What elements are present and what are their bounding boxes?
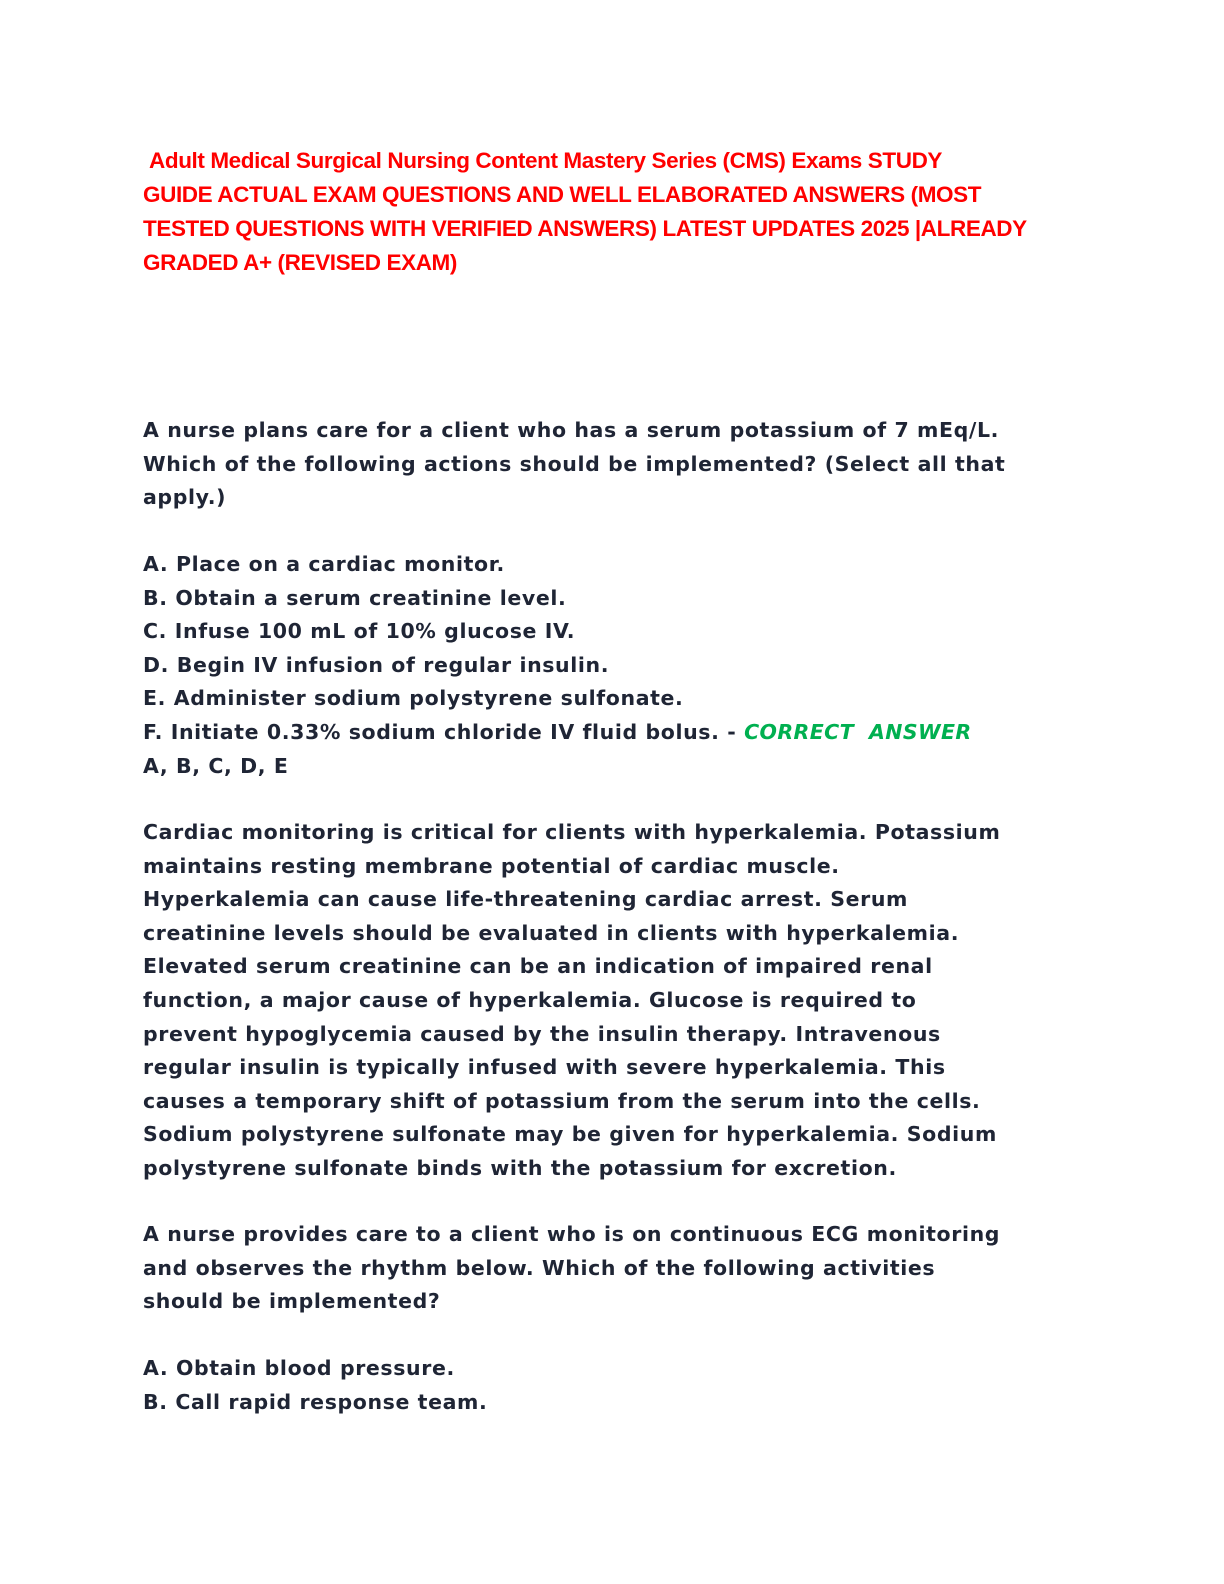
answer-option: A. Place on a cardiac monitor. [143,552,505,576]
document-title [143,144,1078,280]
question-stem-line: A nurse provides care to a client who is on continuous ECG monitoring [143,1222,1001,1246]
question-1-options [143,548,1083,783]
explanation-line: prevent hypoglycemia caused by the insulin therapy. Intravenous [143,1021,941,1046]
explanation-line: creatinine levels should be evaluated in clients with hyperkalemia. [143,920,960,945]
question-stem-line: Which of the following actions should be implemented? (Select all that [143,451,1006,476]
answer-option: B. Call rapid response team. [143,1389,488,1414]
question-stem-line: apply.) [143,485,227,510]
answer-option: E. Administer sodium polystyrene sulfonate. [143,686,684,711]
answer-option: F. Initiate 0.33% sodium chloride IV fluid bolus. - [143,719,745,744]
explanation-line: Sodium polystyrene sulfonate may be given for hyperkalemia. Sodium [143,1122,997,1147]
answer-option: C. Infuse 100 mL of 10% glucose IV. [143,619,576,644]
explanation-line: regular insulin is typically infused with severe hyperkalemia. This [143,1055,946,1080]
correct-answer-label: CORRECT ANSWER [744,719,972,744]
answer-option-with-label [143,716,1083,750]
explanation-line: Elevated serum creatinine can be an indication of impaired renal [143,954,933,979]
title-line: TESTED QUESTIONS WITH VERIFIED ANSWERS) LATEST UPDATES 2025 |ALREADY [143,216,1027,241]
explanation-line: polystyrene sulfonate binds with the potassium for excretion. [143,1155,897,1180]
answer-option: B. Obtain a serum creatinine level. [143,585,567,610]
question-1-stem [143,414,1083,515]
explanation-line: maintains resting membrane potential of cardiac muscle. [143,853,840,878]
question-2-options [143,1352,1083,1419]
title-line: GRADED A+ (REVISED EXAM) [143,250,457,275]
correct-answer-value: A, B, C, D, E [143,753,289,778]
explanation-line: Hyperkalemia can cause life-threatening cardiac arrest. Serum [143,887,908,912]
explanation-line: Cardiac monitoring is critical for clients with hyperkalemia. Potassium [143,820,1001,844]
explanation-line: causes a temporary shift of potassium from the serum into the cells. [143,1088,981,1113]
question-stem-line: should be implemented? [143,1289,441,1314]
question-2-stem [143,1218,1083,1319]
answer-option: A. Obtain blood pressure. [143,1356,455,1380]
explanation-line: function, a major cause of hyperkalemia. Glucose is required to [143,987,917,1012]
title-line: Adult Medical Surgical Nursing Content Mastery Series (CMS) Exams STUDY [149,148,943,173]
question-stem-line: and observes the rhythm below. Which of the following activities [143,1255,936,1280]
title-line: GUIDE ACTUAL EXAM QUESTIONS AND WELL ELABORATED ANSWERS (MOST [143,182,982,207]
question-1-explanation [143,816,1083,1186]
question-stem-line: A nurse plans care for a client who has a serum potassium of 7 mEq/L. [143,418,1000,442]
answer-option: D. Begin IV infusion of regular insulin. [143,652,610,677]
